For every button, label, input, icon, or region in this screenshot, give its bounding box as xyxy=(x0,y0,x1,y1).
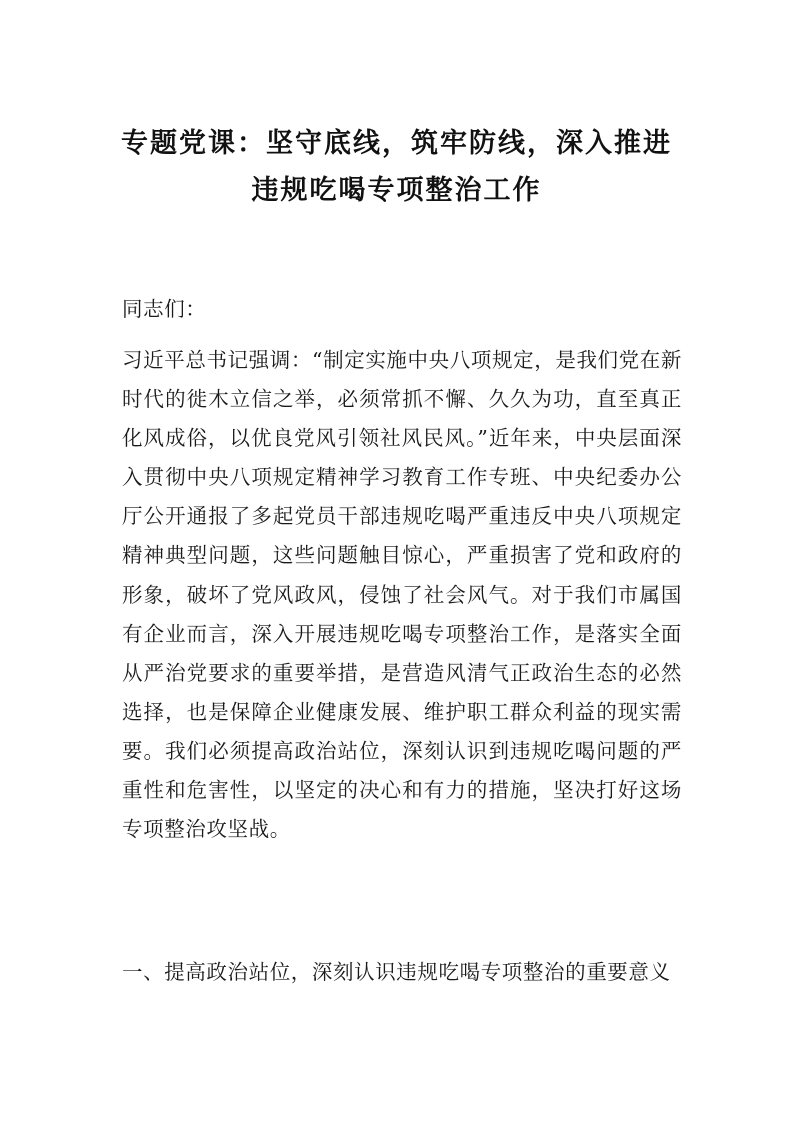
section-heading-1: 一、提高政治站位，深刻认识违规吃喝专项整治的重要意义 xyxy=(122,960,671,984)
intro-paragraph: 习近平总书记强调：“制定实施中央八项规定，是我们党在新时代的徙木立信之举，必须常抓不懈、久久为功，直至真正化风成俗，以优良党风引领社风民风。”近年来，中央层面深入贯彻中央八项规定精神学习教育工作专班、中央纪委办公厅公开通报了多起党员干部违规吃喝严重违反中央八项规定精神典型问题，这些问题触目惊心，严重损害了党和政府的形象，破坏了党风政风，侵蚀了社会风气。对于我们市属国有企业而言，深入开展违规吃喝专项整治工作，是落实全面从严治党要求的重要举措，是营造风清气正政治生态的必然选择，也是保障企业健康发展、维护职工群众利益的现实需要。我们必须提高政治站位，深刻认识到违规吃喝问题的严重性和危害性，以坚定的决心和有力的措施，坚决打好这场专项整治攻坚战。 xyxy=(122,348,682,842)
document-title-line-2: 违规吃喝专项整治工作 xyxy=(251,175,542,206)
salutation: 同志们： xyxy=(122,297,207,321)
document-title-line-1: 专题党课：坚守底线，筑牢防线，深入推进 xyxy=(121,128,672,159)
